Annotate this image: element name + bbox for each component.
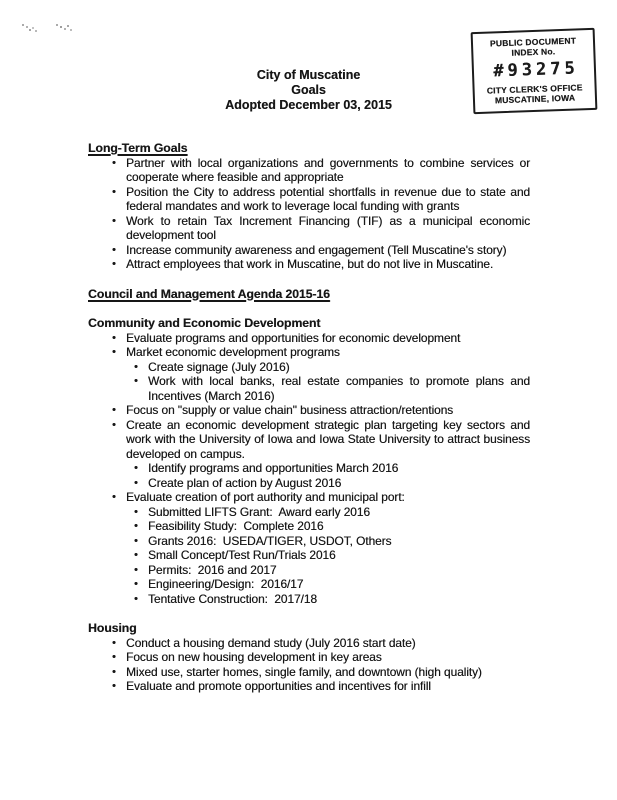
stamp-index-number: #93275	[492, 58, 579, 82]
stamp-line-muscatine-iowa: MUSCATINE, IOWA	[494, 92, 576, 106]
bullet-icon: •	[112, 404, 116, 416]
title-line-adopted: Adopted December 03, 2015	[225, 98, 392, 112]
section-heading-council-and-management-agenda-2015-16: Council and Management Agenda 2015-16	[88, 286, 330, 301]
list-item-group	[88, 331, 530, 346]
bullet-icon: •	[134, 462, 138, 474]
list-item-text: Create signage (July 2016)	[148, 359, 290, 374]
list-item-group	[88, 548, 530, 563]
list-item-text: Permits: 2016 and 2017	[148, 562, 277, 577]
list-item-text: Evaluate and promote opportunities and incentives for infill	[126, 679, 431, 693]
list-item-text: Grants 2016: USEDA/TIGER, USDOT, Others	[148, 533, 392, 548]
bullet-icon: •	[112, 680, 116, 692]
bullet-icon: •	[134, 360, 138, 373]
list-item-group	[88, 214, 530, 243]
section-housing	[88, 621, 530, 694]
list-item-group	[88, 345, 530, 403]
bullet-icon: •	[112, 665, 116, 678]
stamp-line-index-no: INDEX No.	[511, 46, 556, 58]
list-item	[88, 331, 530, 346]
bullet-icon: •	[134, 505, 138, 518]
list-item-text: Create plan of action by August 2016	[148, 475, 342, 490]
list-item-text: Attract employees that work in Muscatine, but do not live in Muscatine.	[126, 257, 494, 271]
bullet-icon: •	[112, 243, 116, 256]
bullet-icon: •	[112, 214, 116, 227]
pencil-marks	[22, 24, 24, 26]
bullet-icon: •	[134, 563, 138, 576]
bullet-icon: •	[134, 375, 138, 387]
list-item-text: Evaluate creation of port authority and municipal port:	[126, 490, 405, 504]
list-item-text: Focus on new housing development in key areas	[126, 650, 382, 664]
list-item-group	[88, 418, 530, 491]
bullet-icon: •	[112, 651, 116, 663]
clerk-stamp	[471, 28, 598, 114]
list-item-group	[88, 374, 530, 403]
list-item-group	[88, 679, 530, 694]
list-item-text: Work with local banks, real estate companies to promote plans and Incentives (March 2016)	[148, 374, 530, 403]
list-item	[88, 548, 530, 563]
list-item	[88, 243, 530, 258]
list-item-text: Position the City to address potential shortfalls in revenue due to state and federal mandates and work to leverage local funding with grants	[126, 184, 530, 213]
list-item	[88, 476, 530, 491]
list-item-group	[88, 461, 530, 476]
list-item-text: Work to retain Tax Increment Financing (TIF) as a municipal economic development tool	[126, 213, 530, 242]
stamp-line-public-document: PUBLIC DOCUMENT	[489, 35, 577, 49]
list-item-text: Identify programs and opportunities March 2016	[148, 461, 399, 475]
list-item	[88, 505, 530, 520]
list-item-group	[88, 360, 530, 375]
list-item-text: Focus on "supply or value chain" business attraction/retentions	[126, 403, 454, 417]
list-item-text: Market economic development programs	[126, 345, 340, 359]
list-item-group	[88, 534, 530, 549]
stamp-line-clerks-office: CITY CLERK'S OFFICE	[486, 82, 583, 96]
list-item-group	[88, 592, 530, 607]
list-item	[88, 563, 530, 578]
list-item-text: Engineering/Design: 2016/17	[148, 577, 304, 591]
list-item-text: Create an economic development strategic plan targeting key sectors and work with the University of Iowa and Iowa State University to attract business developed on campus.	[126, 417, 530, 461]
list-item-group	[88, 577, 530, 592]
bullet-icon: •	[112, 636, 116, 649]
list-item-group	[88, 636, 530, 651]
list-item-text: Evaluate programs and opportunities for economic development	[126, 330, 461, 345]
title-line-city: City of Muscatine	[256, 68, 361, 82]
list-item	[88, 650, 530, 665]
list-item	[88, 519, 530, 534]
list-item-group	[88, 519, 530, 534]
list-item	[88, 490, 530, 505]
list-item-group	[88, 650, 530, 665]
title-line-goals: Goals	[291, 83, 326, 97]
list-item-text: Conduct a housing demand study (July 2016 start date)	[126, 635, 416, 650]
section-heading-long-term-goals: Long-Term Goals	[88, 141, 188, 155]
section-community-and-economic-development	[88, 316, 530, 606]
list-item-group	[88, 243, 530, 258]
bullet-icon: •	[134, 592, 138, 605]
list-item	[88, 577, 530, 592]
list-item-text: Tentative Construction: 2017/18	[148, 591, 317, 606]
list-item	[88, 534, 530, 549]
bullet-icon: •	[134, 549, 138, 561]
list-item-group	[88, 490, 530, 606]
list-item	[88, 403, 530, 418]
list-item	[88, 592, 530, 607]
bullet-icon: •	[134, 476, 138, 489]
list-item-text: Mixed use, starter homes, single family, and downtown (high quality)	[126, 664, 482, 679]
section-council-and-management-agenda-2015-16	[88, 287, 530, 302]
list-item-group	[88, 257, 530, 272]
list-item-text: Partner with local organizations and governments to combine services or cooperate where feasible and appropriate	[126, 155, 530, 184]
document-body	[88, 141, 530, 694]
list-item-text: Increase community awareness and engagement (Tell Muscatine's story)	[126, 242, 507, 257]
bullet-icon: •	[112, 331, 116, 344]
list-item-text: Small Concept/Test Run/Trials 2016	[148, 548, 336, 562]
list-item-text: Submitted LIFTS Grant: Award early 2016	[148, 504, 370, 519]
list-item	[88, 374, 530, 403]
list-item	[88, 156, 530, 185]
list-item	[88, 360, 530, 375]
bullet-icon: •	[134, 534, 138, 547]
list-item-group	[88, 403, 530, 418]
bullet-icon: •	[112, 418, 116, 431]
list-item	[88, 636, 530, 651]
list-item	[88, 461, 530, 476]
section-long-term-goals	[88, 141, 530, 272]
list-item-group	[88, 563, 530, 578]
bullet-icon: •	[112, 491, 116, 503]
section-heading-housing: Housing	[88, 621, 137, 635]
bullet-icon: •	[112, 346, 116, 358]
list-item-group	[88, 156, 530, 185]
bullet-icon: •	[134, 520, 138, 532]
list-item	[88, 679, 530, 694]
bullet-icon: •	[134, 578, 138, 590]
list-item	[88, 345, 530, 360]
list-item	[88, 214, 530, 243]
list-item	[88, 257, 530, 272]
list-item	[88, 665, 530, 680]
list-item-group	[88, 476, 530, 491]
bullet-icon: •	[112, 258, 116, 270]
list-item-group	[88, 185, 530, 214]
bullet-icon: •	[112, 156, 116, 169]
list-item-text: Feasibility Study: Complete 2016	[148, 519, 324, 533]
list-item-group	[88, 665, 530, 680]
section-heading-community-and-economic-development: Community and Economic Development	[88, 316, 321, 330]
list-item	[88, 418, 530, 462]
list-item-group	[88, 505, 530, 520]
list-item	[88, 185, 530, 214]
bullet-icon: •	[112, 185, 116, 198]
